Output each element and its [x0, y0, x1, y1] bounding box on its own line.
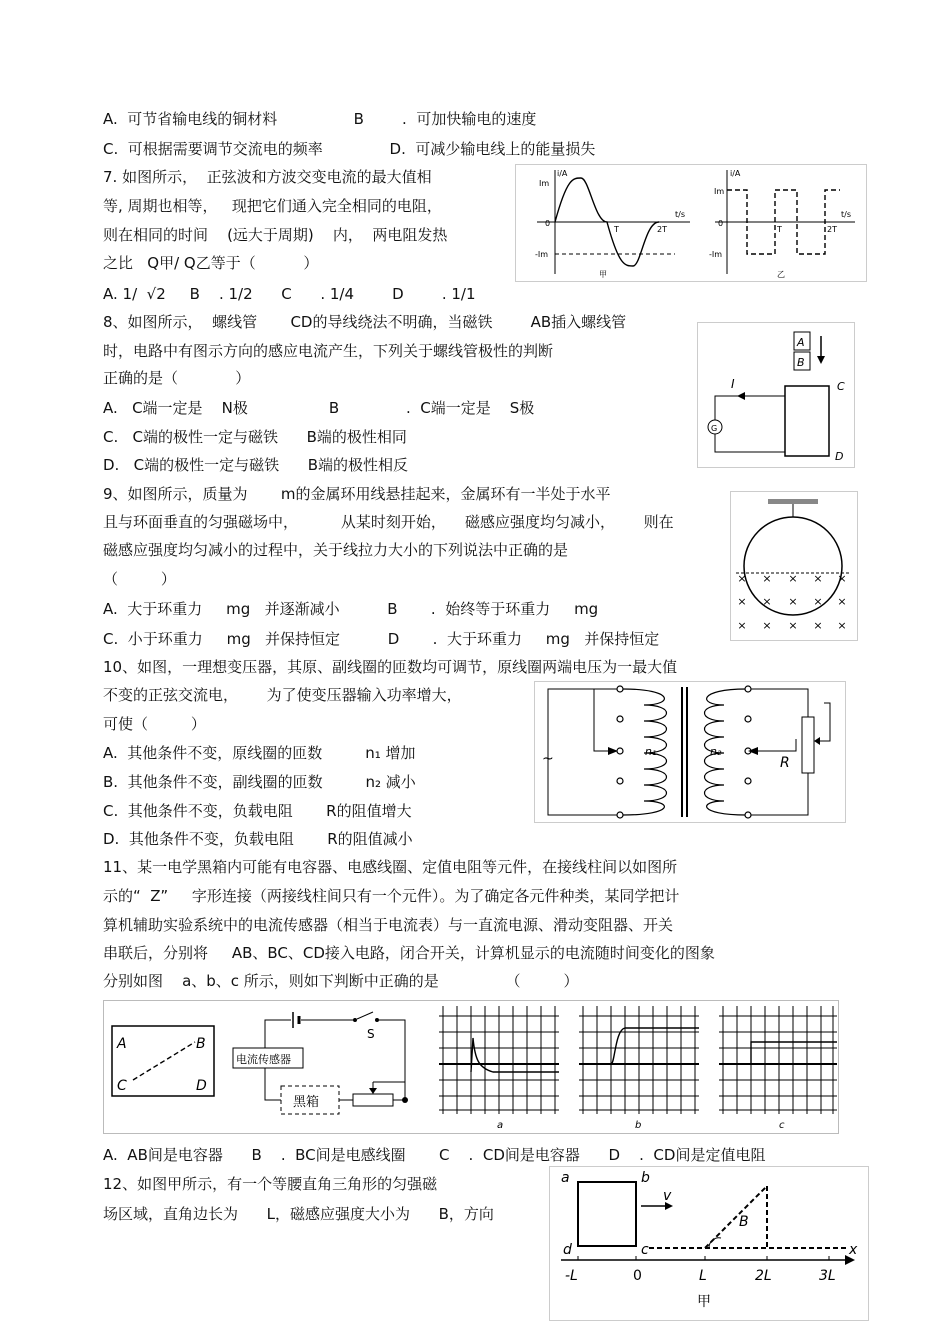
q7-tick-t-right: T	[777, 225, 782, 234]
q8-magnet-a: A	[797, 336, 805, 349]
q10-stem-2: 不变的正弦交流电， 为了使变压器输入功率增大，	[103, 686, 462, 704]
q10-n1-label: n₁	[645, 745, 657, 758]
q12-tick-l: L	[699, 1268, 707, 1284]
q7-min-right: -Im	[709, 250, 723, 259]
svg-text:×: ×	[788, 572, 798, 585]
q11-stem-2: 示的“ Z” 字形连接（两接线柱间只有一个元件）。为了确定各元件种类，某同学把计	[103, 887, 680, 905]
q11-sensor-label: 电流传感器	[236, 1053, 291, 1066]
q11-stem-5: 分别如图 a、b、c 所示，则如下判断中正确的是 （ ）	[103, 972, 579, 990]
q11-options: A. AB间是电容器 B . BC间是电感线圈 C . CD间是电容器 D . CD间是定值电阻	[103, 1146, 766, 1164]
svg-text:×: ×	[837, 595, 847, 608]
q10-option-c: C. 其他条件不变，负载电阻 R的阻值增大	[103, 802, 412, 820]
q12-corner-d: d	[563, 1242, 572, 1258]
svg-text:×: ×	[788, 619, 798, 632]
q11-stem-4: 串联后，分别将 AB、BC、CD接入电路，闭合开关，计算机显示的电流随时间变化的图象	[103, 944, 715, 962]
q6-option-cd: C. 可根据需要调节交流电的频率 D. 可减少输电线上的能量损失	[103, 140, 596, 158]
q11-stem-3: 算机辅助实验系统中的电流传感器（相当于电流表）与一直流电源、滑动变阻器、开关	[103, 916, 674, 934]
q8-current-label: I	[731, 377, 735, 391]
svg-text:×: ×	[762, 619, 772, 632]
q12-tick-neg-l: -L	[565, 1268, 578, 1284]
q10-option-a: A. 其他条件不变，原线圈的匝数 n₁ 增加	[103, 744, 416, 762]
q9-stem-4: （ ）	[103, 570, 176, 588]
q8-option-d: D. C端的极性一定与磁铁 B端的极性相反	[103, 456, 408, 474]
q9-stem-1: 9、如图所示，质量为 m的金属环用线悬挂起来，金属环有一半处于水平	[103, 485, 611, 503]
svg-text:×: ×	[813, 619, 823, 632]
q7-stem-1: 7. 如图所示， 正弦波和方波交变电流的最大值相	[103, 168, 432, 186]
q12-corner-c: c	[641, 1242, 649, 1258]
svg-text:×: ×	[762, 595, 772, 608]
q7-tick-2t-right: 2T	[827, 225, 837, 234]
q7-yaxis-left: i/A	[557, 169, 568, 178]
q8-magnet-b: B	[797, 356, 805, 369]
q7-stem-4: 之比 Q甲/ Q乙等于（ ）	[103, 254, 319, 272]
q11-switch-label: S	[367, 1027, 375, 1041]
q11-graph-b-label: b	[635, 1120, 642, 1131]
q9-stem-3: 磁感应强度均匀减小的过程中，关于线拉力大小的下列说法中正确的是	[103, 541, 569, 559]
q7-stem-3: 则在相同的时间 (远大于周期) 内， 两电阻发热	[103, 226, 448, 244]
q8-stem-1: 8、如图所示， 螺线管 CD的导线绕法不明确，当磁铁 AB插入螺线管	[103, 313, 627, 331]
svg-text:×: ×	[837, 619, 847, 632]
svg-text:×: ×	[737, 619, 747, 632]
q12-stem-2: 场区域，直角边长为 L，磁感应强度大小为 B，方向	[103, 1205, 494, 1223]
q7-max-left: Im	[539, 179, 550, 188]
q8-stem-2: 时，电路中有图示方向的感应电流产生，下列关于螺线管极性的判断	[103, 342, 554, 360]
q10-stem-1: 10、如图，一理想变压器，其原、副线圈的匝数均可调节，原线圈两端电压为一最大值	[103, 658, 678, 676]
q8-end-d: D	[835, 450, 844, 463]
q7-options: A. 1/ √2 B . 1/2 C . 1/4 D . 1/1	[103, 285, 476, 303]
q7-xaxis-left: t/s	[675, 210, 685, 219]
q7-tick-2t-left: 2T	[657, 225, 667, 234]
q7-caption-right: 乙	[777, 270, 785, 279]
q10-option-d: D. 其他条件不变，负载电阻 R的阻值减小	[103, 830, 413, 848]
q11-stem-1: 11、某一电学黑箱内可能有电容器、电感线圈、定值电阻等元件，在接线柱间以如图所	[103, 858, 678, 876]
q12-stem-1: 12、如图甲所示，有一个等腰直角三角形的匀强磁	[103, 1175, 438, 1193]
q7-caption-left: 甲	[599, 270, 607, 279]
q9-figure	[730, 491, 858, 641]
q11-terminal-a: A	[117, 1036, 127, 1052]
q12-corner-b: b	[641, 1170, 650, 1186]
svg-text:×: ×	[837, 572, 847, 585]
q9-option-ab: A. 大于环重力 mg 并逐渐减小 B . 始终等于环重力 mg	[103, 600, 599, 618]
svg-text:×: ×	[737, 572, 747, 585]
q7-min-left: -Im	[535, 250, 549, 259]
q12-tick-3l: 3L	[819, 1268, 836, 1284]
q10-source-symbol: ~	[542, 751, 554, 767]
q7-origin-left: 0	[545, 219, 551, 228]
q12-tick-2l: 2L	[755, 1268, 772, 1284]
q11-graph-c-label: c	[779, 1120, 785, 1131]
q10-stem-3: 可使（ ）	[103, 715, 206, 733]
q12-figure	[549, 1166, 869, 1321]
q11-terminal-c: C	[117, 1078, 127, 1094]
q12-corner-a: a	[561, 1170, 570, 1186]
q11-figure	[103, 1000, 839, 1134]
q12-caption: 甲	[697, 1294, 711, 1310]
q7-yaxis-right: i/A	[730, 169, 741, 178]
q11-terminal-b: B	[196, 1036, 206, 1052]
q12-x-label: x	[849, 1242, 858, 1258]
svg-text:×: ×	[788, 595, 798, 608]
q8-figure	[697, 322, 855, 468]
q8-stem-3: 正确的是（ ）	[103, 369, 251, 387]
svg-text:×: ×	[737, 595, 747, 608]
svg-text:×: ×	[813, 595, 823, 608]
q8-option-c: C. C端的极性一定与磁铁 B端的极性相同	[103, 428, 407, 446]
q10-figure	[534, 681, 846, 823]
q7-max-right: Im	[714, 187, 725, 196]
q7-origin-right: 0	[718, 219, 724, 228]
q11-terminal-d: D	[196, 1078, 207, 1094]
q12-field-label: B	[739, 1214, 749, 1230]
q7-xaxis-right: t/s	[841, 210, 851, 219]
q11-graph-a-label: a	[497, 1120, 504, 1131]
q9-stem-2: 且与环面垂直的匀强磁场中， 从某时刻开始， 磁感应强度均匀减小， 则在	[103, 513, 674, 531]
q7-tick-t-left: T	[614, 225, 619, 234]
q9-option-cd: C. 小于环重力 mg 并保持恒定 D . 大于环重力 mg 并保持恒定	[103, 630, 660, 648]
q10-option-b: B. 其他条件不变，副线圈的匝数 n₂ 减小	[103, 773, 416, 791]
q10-load-label: R	[780, 755, 790, 771]
q7-figure	[515, 164, 867, 282]
q10-n2-label: n₂	[710, 745, 722, 758]
q12-tick-zero: 0	[633, 1268, 642, 1284]
svg-text:×: ×	[813, 572, 823, 585]
q7-stem-2: 等, 周期也相等， 现把它们通入完全相同的电阻，	[103, 197, 442, 215]
q8-meter-label: G	[711, 424, 718, 433]
svg-text:×: ×	[762, 572, 772, 585]
q6-option-ab: A. 可节省输电线的铜材料 B . 可加快输电的速度	[103, 110, 537, 128]
q12-velocity-label: v	[663, 1188, 672, 1204]
q8-option-ab: A. C端一定是 N极 B . C端一定是 S极	[103, 399, 535, 417]
q8-end-c: C	[837, 380, 845, 393]
q11-blackbox-label: 黑箱	[293, 1095, 320, 1110]
